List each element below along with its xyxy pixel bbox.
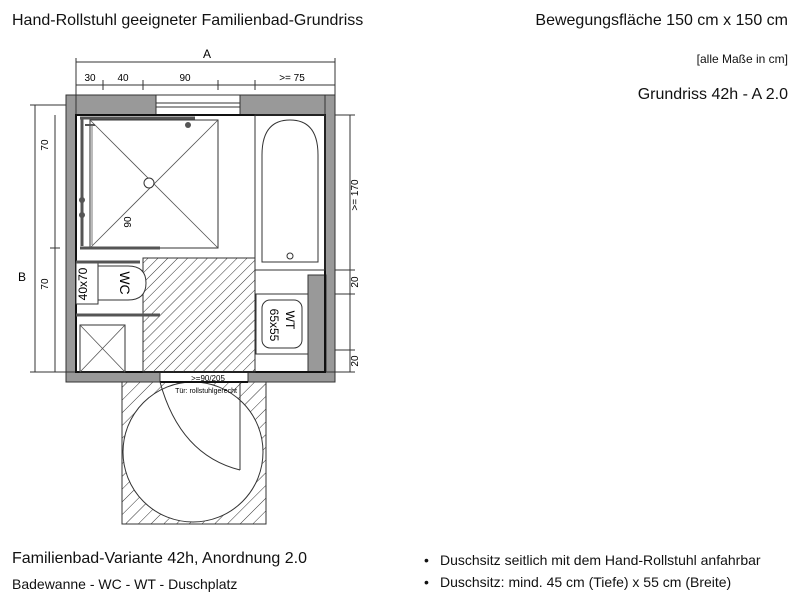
bullet-text: Duschsitz: mind. 45 cm (Tiefe) x 55 cm (Breite) xyxy=(440,574,732,590)
bullet-icon: • xyxy=(424,552,429,568)
wall-bottom-right xyxy=(248,372,335,382)
wc-label: WC xyxy=(117,271,133,295)
dim-top-seg-3: 90 xyxy=(179,73,191,84)
turning-circle xyxy=(123,382,263,522)
wash-basin xyxy=(256,294,308,354)
door-note-label: Tür: rollstuhlgerecht xyxy=(175,388,237,395)
page-title: Hand-Rollstuhl geeigneter Familienbad-Grundriss xyxy=(12,12,364,29)
wall-bottom-left xyxy=(66,372,160,382)
wall-niche xyxy=(308,275,326,372)
dim-right-small-2: 20 xyxy=(350,355,361,367)
door-area xyxy=(122,382,266,524)
list-item xyxy=(424,552,761,568)
wall-left xyxy=(66,95,76,378)
dim-top-seg-2: 40 xyxy=(117,73,129,84)
wall-top-right xyxy=(240,95,335,115)
wt-label: WT xyxy=(283,310,297,330)
wc-size-label: 40x70 xyxy=(76,267,90,301)
feature-list xyxy=(424,552,761,596)
dim-left-seg-2: 70 xyxy=(40,278,51,290)
variant-title: Familienbad-Variante 42h, Anordnung 2.0 xyxy=(12,550,308,567)
dim-shower-depth: 90 xyxy=(123,216,134,228)
wt-size-label: 65x55 xyxy=(267,308,281,342)
window xyxy=(156,95,240,115)
wall-top-left xyxy=(66,95,156,115)
shower-drain-icon xyxy=(144,178,154,188)
dim-right-bath: >= 170 xyxy=(350,179,361,211)
shower xyxy=(79,118,218,248)
dim-height-label: B xyxy=(17,270,27,284)
bathtub-drain-icon xyxy=(287,253,293,259)
bathtub xyxy=(255,115,325,270)
right-dimensions xyxy=(335,115,355,372)
dim-right-small-1: 20 xyxy=(350,276,361,288)
bullet-text: Duschsitz seitlich mit dem Hand-Rollstuhl anfahrbar xyxy=(440,552,761,568)
dim-top-seg-1: 30 xyxy=(84,73,96,84)
variant-subtitle: Badewanne - WC - WT - Duschplatz xyxy=(12,576,238,592)
dim-left-seg-1: 70 xyxy=(40,139,51,151)
list-item xyxy=(424,574,761,590)
plan-id: Grundriss 42h - A 2.0 xyxy=(637,86,788,103)
units-note: [alle Maße in cm] xyxy=(696,52,788,66)
dim-width-label: A xyxy=(202,47,212,61)
dim-top-right: >= 75 xyxy=(279,73,305,84)
door-width-label: >=90/205 xyxy=(191,374,225,383)
movement-area-label: Bewegungsfläche 150 cm x 150 cm xyxy=(535,12,788,29)
bullet-icon: • xyxy=(424,574,429,590)
